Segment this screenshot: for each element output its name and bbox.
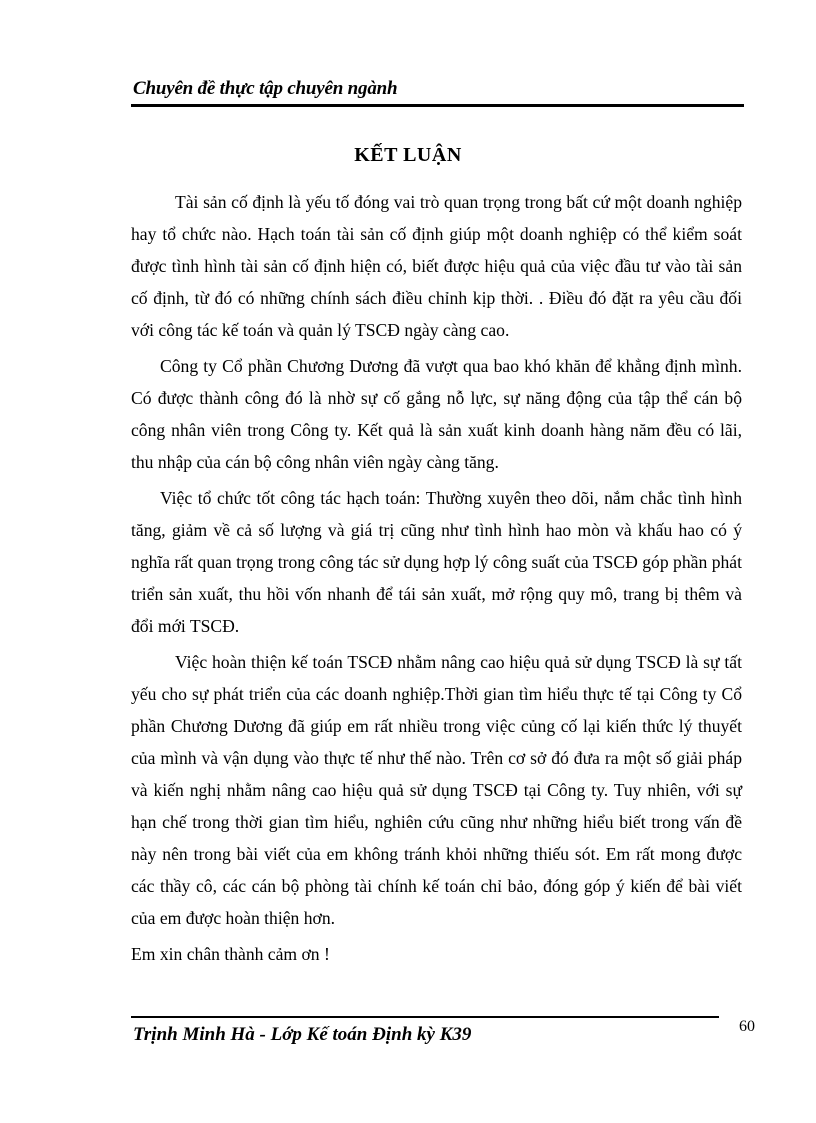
- paragraph-3: Việc tổ chức tốt công tác hạch toán: Thường xuyên theo dõi, nắm chắc tình hình tăng, giảm về cả số lượng và giá trị cũng như tình hình hao mòn và khấu hao có ý nghĩa rất quan trọng trong công tác sử dụng hợp lý công suất của TSCĐ góp phần phát triển sản xuất, thu hồi vốn nhanh để tái sản xuất, mở rộng quy mô, trang bị thêm và đổi mới TSCĐ.: [131, 488, 742, 636]
- page-number: 60: [739, 1018, 755, 1035]
- page-title: KẾT LUẬN: [354, 144, 462, 166]
- paragraph-2: Công ty Cổ phần Chương Dương đã vượt qua bao khó khăn để khẳng định mình. Có được thành công đó là nhờ sự cố gắng nỗ lực, sự năng động của tập thể cán bộ công nhân viên trong Công ty. Kết quả là sản xuất kinh doanh hàng năm đều có lãi, thu nhập của cán bộ công nhân viên ngày càng tăng.: [131, 356, 742, 472]
- paragraph-1: Tài sản cố định là yếu tố đóng vai trò quan trọng trong bất cứ một doanh nghiệp hay tổ chức nào. Hạch toán tài sản cố định giúp một doanh nghiệp có thể kiểm soát được tình hình tài sản cố định hiện có, biết được hiệu quả của việc đầu tư vào tài sản cố định, từ đó có những chính sách điều chỉnh kịp thời. . Điều đó đặt ra yêu cầu đối với công tác kế toán và quản lý TSCĐ ngày càng cao.: [131, 192, 742, 340]
- header-divider: [131, 104, 744, 107]
- paragraph-4: Việc hoàn thiện kế toán TSCĐ nhằm nâng cao hiệu quả sử dụng TSCĐ là sự tất yếu cho sự phát triển của các doanh nghiệp.Thời gian tìm hiểu thực tế tại Công ty Cổ phần Chương Dương đã giúp em rất nhiều trong việc củng cố lại kiến thức lý thuyết của mình và vận dụng vào thực tế như thế nào. Trên cơ sở đó đưa ra một số giải pháp và kiến nghị nhằm nâng cao hiệu quả sử dụng TSCĐ tại Công ty. Tuy nhiên, với sự hạn chế trong thời gian tìm hiểu, nghiên cứu cũng như những hiểu biết trong vấn đề này nên trong bài viết của em không tránh khỏi những thiếu sót. Em rất mong được các thầy cô, các cán bộ phòng tài chính kế toán chỉ bảo, đóng góp ý kiến để bài viết của em được hoàn thiện hơn.: [131, 652, 742, 928]
- running-header: Chuyên đề thực tập chuyên ngành: [133, 78, 398, 99]
- closing-line: Em xin chân thành cảm ơn !: [131, 944, 330, 964]
- document-body: [131, 186, 742, 970]
- footer-author: Trịnh Minh Hà - Lớp Kế toán Định kỳ K39: [133, 1024, 472, 1045]
- footer-divider: [131, 1016, 719, 1018]
